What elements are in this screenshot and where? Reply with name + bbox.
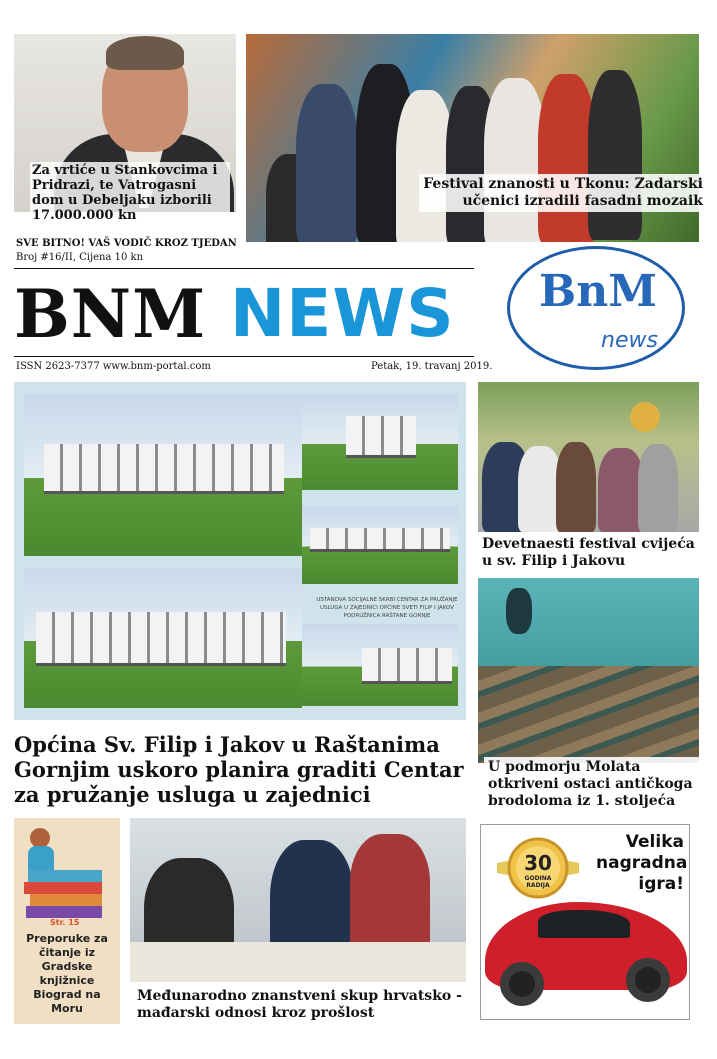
prize-line-2: nagradna <box>596 853 688 873</box>
reader-body <box>28 846 54 870</box>
rendering-small-1 <box>302 394 458 490</box>
architect-note: USTANOVA SOCIJALNE SKRBI CENTAR ZA PRUŽANJE USLUGA U ZAJEDNICI OPĆINE SVETI FILIP I JAKOV PODRUŽNICA RAŠTANE GORNJE <box>316 597 458 619</box>
building-facade <box>346 416 416 458</box>
rendering-main-side <box>24 568 302 708</box>
mosaic-caption[interactable] <box>419 174 707 212</box>
student-figure <box>588 70 642 240</box>
wreck-timbers <box>478 666 699 763</box>
centre-renderings-image[interactable] <box>14 382 466 720</box>
tagline: SVE BITNO! VAŠ VODIČ KROZ TJEDAN <box>16 238 237 249</box>
building-facade <box>310 528 450 552</box>
book-stack-item <box>26 906 102 918</box>
car-wheel <box>500 962 544 1006</box>
car-window <box>538 910 630 938</box>
books-page-reference: Str. 15 <box>50 918 80 927</box>
mascot-head <box>630 402 660 432</box>
portrait-figure-hair <box>106 36 184 70</box>
issue-info: Broj #16/II, Cijena 10 kn <box>16 252 144 263</box>
masthead-title-news: NEWS <box>230 275 455 352</box>
30-years-badge-icon <box>493 833 583 903</box>
issn-and-url: ISSN 2623-7377 www.bnm-portal.com <box>16 361 211 372</box>
logo-text-news: news <box>601 328 658 353</box>
diver-figure <box>506 588 532 634</box>
shipwreck-caption[interactable]: U podmorju Molata otkriveni ostaci antičkoga brodoloma iz 1. stoljeća <box>484 757 704 812</box>
rendering-main-front <box>24 394 302 556</box>
mosaic-caption-line-1: Festival znanosti u Tkonu: Zadarski <box>423 176 703 192</box>
prize-line-1: Velika <box>625 832 684 852</box>
visitor-figure <box>556 442 596 532</box>
building-facade <box>44 444 284 494</box>
rendering-small-3 <box>302 624 458 706</box>
visitor-figure <box>638 444 678 532</box>
student-figure <box>296 84 358 242</box>
book-stack-item <box>30 894 102 906</box>
book-stack-item <box>28 870 102 882</box>
speaker-figure <box>350 834 430 954</box>
student-figure <box>484 78 546 242</box>
badge-line-1: GODINA <box>524 875 552 882</box>
issue-date: Petak, 19. travanj 2019. <box>371 361 493 372</box>
books-recommendation-text[interactable]: Preporuke za čitanje iz Gradske knjižnice Biograd na Moru <box>26 932 108 1015</box>
flower-festival-caption[interactable]: Devetnaesti festival cvijeća u sv. Filip i Jakovu <box>482 536 695 569</box>
masthead-title-bnm: BNM <box>14 275 207 353</box>
building-facade <box>36 612 286 666</box>
portrait-caption[interactable]: Za vrtiće u Stankovcima i Pridrazi, te Vatrogasni dom u Debeljaku izborili 17.000.000 kn <box>30 162 230 224</box>
mosaic-caption-line-2: učenici izradili fasadni mozaik <box>462 193 703 209</box>
badge-number: 30 <box>524 851 552 875</box>
conference-photo[interactable] <box>130 818 466 982</box>
prize-game-headline[interactable] <box>596 832 688 895</box>
prize-line-3: igra! <box>638 874 684 894</box>
shipwreck-photo[interactable] <box>478 578 699 763</box>
logo-text-bnm: BnM <box>539 266 657 317</box>
bnm-news-logo[interactable] <box>507 246 685 370</box>
rendering-small-2 <box>302 506 458 584</box>
main-headline[interactable]: Općina Sv. Filip i Jakov u Raštanima Gornjim uskoro planira graditi Centar za pružanje usluga u zajednici <box>14 732 464 807</box>
car-wheel <box>626 958 670 1002</box>
conference-table <box>130 942 466 982</box>
reader-head <box>30 828 50 848</box>
book-stack-item <box>24 882 102 894</box>
masthead-bottom-rule <box>14 356 474 357</box>
building-facade <box>362 648 452 684</box>
flower-festival-photo[interactable] <box>478 382 699 532</box>
conference-caption[interactable]: Međunarodno znanstveni skup hrvatsko - mađarski odnosi kroz prošlost <box>137 988 462 1021</box>
masthead-top-rule <box>14 268 474 269</box>
badge-line-2: RADIJA <box>526 882 550 889</box>
